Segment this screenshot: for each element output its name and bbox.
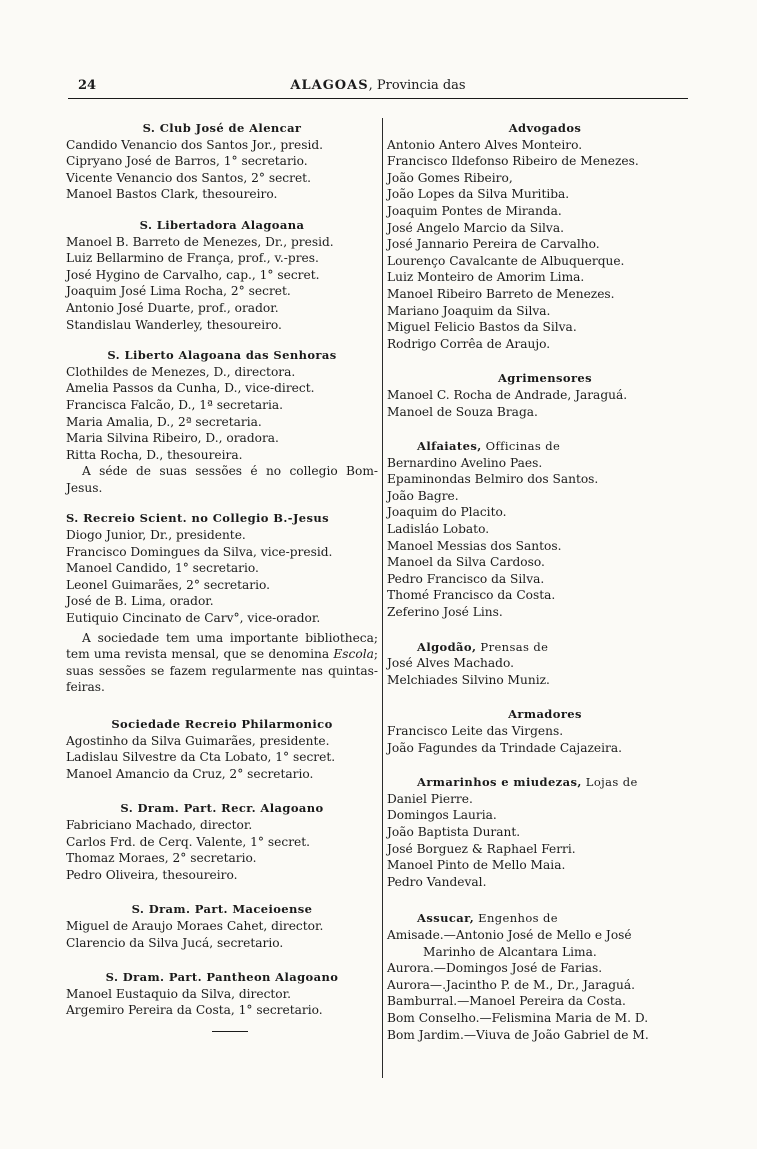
list-item: João Fagundes da Trindade Cajazeira. xyxy=(387,740,622,755)
list-item: Zeferino José Lins. xyxy=(387,605,503,620)
list-item: José Hygino de Carvalho, cap., 1° secret. xyxy=(66,267,320,282)
list-item: José Alves Machado. xyxy=(387,656,514,671)
section-armadores xyxy=(387,706,703,756)
list-item: Miguel de Araujo Moraes Cahet, director. xyxy=(66,918,324,933)
list-item: Joaquim Pontes de Miranda. xyxy=(387,203,562,218)
heading-bold: Algodão, xyxy=(417,639,477,654)
section-agrimensores xyxy=(387,370,703,420)
list-item: Francisco Leite das Virgens. xyxy=(387,724,564,738)
list-item: Francisco Ildefonso Ribeiro de Menezes. xyxy=(387,154,639,169)
list-item: Mariano Joaquim da Silva. xyxy=(387,303,551,318)
list-item: José de B. Lima, orador. xyxy=(66,594,214,609)
list-item: Pedro Oliveira, thesoureiro. xyxy=(66,867,238,882)
list-item: Ladisláo Lobato. xyxy=(387,522,490,537)
list-item: Cipryano José de Barros, 1° secretario. xyxy=(66,154,308,169)
section-heading xyxy=(387,774,703,791)
section-heading: Sociedade Recreio Philarmonico xyxy=(111,717,333,731)
list-item: Fabriciano Machado, director. xyxy=(66,817,253,832)
list-item: Francisca Falcão, D., 1ª secretaria. xyxy=(66,397,284,412)
list-item: Manoel Bastos Clark, thesoureiro. xyxy=(66,187,278,202)
section-recreio-scientifico xyxy=(66,510,378,696)
section-note: A séde de suas sessões é no collegio Bom-Jesus. xyxy=(66,464,378,495)
list-item: João Lopes da Silva Muritiba. xyxy=(387,187,570,202)
section-heading: S. Liberto Alagoana das Senhoras xyxy=(107,348,337,363)
list-item: Standislau Wanderley, thesoureiro. xyxy=(66,317,282,332)
section-heading: S. Libertadora Alagoana xyxy=(139,217,305,232)
list-item: Amelia Passos da Cunha, D., vice-direct. xyxy=(66,381,315,396)
left-column xyxy=(66,120,378,1032)
section-heading xyxy=(387,639,703,656)
section-liberto-senhoras xyxy=(66,347,378,496)
list-item: João Bagre. xyxy=(387,488,459,503)
list-item: Candido Venancio dos Santos Jor., presid. xyxy=(66,137,324,152)
column-divider xyxy=(382,118,383,1078)
list-item: Bom Conselho.—Felismina Maria de M. D. xyxy=(387,1010,649,1025)
page-number: 24 xyxy=(78,78,97,93)
heading-rest: Lojas de xyxy=(581,775,638,790)
list-item: João Gomes Ribeiro, xyxy=(387,170,513,185)
list-item: Melchiades Silvino Muniz. xyxy=(387,672,550,687)
section-heading: S. Dram. Part. Pantheon Alagoano xyxy=(105,970,339,985)
list-item: José Borguez & Raphael Ferri. xyxy=(387,841,576,856)
list-item: Clothildes de Menezes, D., directora. xyxy=(66,364,296,379)
list-item: Pedro Vandeval. xyxy=(387,874,487,889)
list-item: Manoel Messias dos Santos. xyxy=(387,538,562,553)
list-item: Agostinho da Silva Guimarães, presidente. xyxy=(66,733,330,748)
list-item: Lourenço Cavalcante de Albuquerque. xyxy=(387,253,625,268)
section-heading xyxy=(387,910,703,927)
list-item: Ritta Rocha, D., thesoureira. xyxy=(66,447,243,462)
list-item: Rodrigo Corrêa de Araujo. xyxy=(387,336,551,351)
list-item: Luiz Monteiro de Amorim Lima. xyxy=(387,270,585,285)
list-item: Bernardino Avelino Paes. xyxy=(387,455,543,470)
list-item: Pedro Francisco da Silva. xyxy=(387,571,545,586)
list-item: Manoel Amancio da Cruz, 2° secretario. xyxy=(66,766,314,781)
list-item: Thomaz Moraes, 2° secretario. xyxy=(66,851,257,866)
end-rule xyxy=(212,1031,248,1032)
list-item: José Jannario Pereira de Carvalho. xyxy=(387,237,600,252)
note-text: A sociedade tem uma importante bibliotheca; tem uma revista mensal, que se denomina xyxy=(66,630,378,662)
list-item: Leonel Guimarães, 2° secretario. xyxy=(66,577,271,592)
list-item: Manoel Ribeiro Barreto de Menezes. xyxy=(387,286,615,301)
list-item: Argemiro Pereira da Costa, 1° secretario. xyxy=(66,1003,323,1018)
section-armarinhos xyxy=(387,774,703,890)
list-item: Francisco Domingues da Silva, vice-presid. xyxy=(66,544,333,559)
list-item: Antonio Antero Alves Monteiro. xyxy=(387,137,583,152)
section-heading: Agrimensores xyxy=(497,371,593,386)
list-item-continuation: Marinho de Alcantara Lima. xyxy=(423,944,597,959)
section-advogados xyxy=(387,120,703,352)
list-item: Epaminondas Belmiro dos Santos. xyxy=(387,472,599,487)
list-item: Maria Silvina Ribeiro, D., oradora. xyxy=(66,431,279,446)
section-recreio-philarmonico xyxy=(66,716,378,782)
section-algodao xyxy=(387,639,703,689)
section-heading: S. Club José de Alencar xyxy=(142,121,302,135)
list-item: José Angelo Marcio da Silva. xyxy=(387,220,564,235)
section-dram-recr-alagoano xyxy=(66,800,378,883)
list-item: Daniel Pierre. xyxy=(387,791,473,806)
section-pantheon-alagoano xyxy=(66,969,378,1032)
right-column xyxy=(387,120,703,1043)
heading-bold: Assucar, xyxy=(417,911,475,926)
section-heading: S. Recreio Scient. no Collegio B.-Jesus xyxy=(66,511,330,526)
list-item: Luiz Bellarmino de França, prof., v.-pres. xyxy=(66,251,319,266)
list-item: Diogo Junior, Dr., presidente. xyxy=(66,528,246,543)
section-note xyxy=(66,630,378,696)
list-item: Manoel Eustaquio da Silva, director. xyxy=(66,986,291,1001)
list-item: Joaquim do Placito. xyxy=(387,505,507,520)
list-item: Vicente Venancio dos Santos, 2° secret. xyxy=(66,170,311,185)
list-item: Eutiquio Cincinato de Carv°, vice-orador. xyxy=(66,611,321,626)
section-dram-maceioense xyxy=(66,901,378,951)
section-assucar xyxy=(387,910,703,1043)
section-heading xyxy=(387,438,703,455)
list-item: Ladislau Silvestre da Cta Lobato, 1° secret. xyxy=(66,750,336,765)
list-item: Maria Amalia, D., 2ª secretaria. xyxy=(66,414,262,429)
page-header xyxy=(68,76,688,99)
running-title-rest: , Provincia das xyxy=(368,78,466,93)
list-item: Manoel B. Barreto de Menezes, Dr., presid. xyxy=(66,234,334,249)
section-heading: Advogados xyxy=(508,121,582,135)
list-item: Manoel Candido, 1° secretario. xyxy=(66,561,259,576)
section-heading: S. Dram. Part. Recr. Alagoano xyxy=(120,801,324,816)
list-item: Joaquim José Lima Rocha, 2° secret. xyxy=(66,284,291,299)
list-item: Carlos Frd. de Cerq. Valente, 1° secret. xyxy=(66,834,311,849)
note-text-end: ; suas sessões se fazem regularmente nas quintas-feiras. xyxy=(66,647,378,695)
heading-bold: Alfaiates, xyxy=(417,439,482,454)
heading-rest: Officinas de xyxy=(481,439,561,454)
list-item: Clarencio da Silva Jucá, secretario. xyxy=(66,935,284,950)
list-item: Antonio José Duarte, prof., orador. xyxy=(66,300,279,315)
section-libertadora-alagoana xyxy=(66,217,378,333)
note-journal-name: Escola xyxy=(333,647,374,662)
list-item: Thomé Francisco da Costa. xyxy=(387,588,556,603)
heading-bold: Armarinhos e miudezas, xyxy=(417,775,582,790)
list-item: Manoel da Silva Cardoso. xyxy=(387,555,545,570)
list-item: Amisade.—Antonio José de Mello e José xyxy=(387,927,632,942)
section-heading: S. Dram. Part. Maceioense xyxy=(131,902,313,917)
list-item: Bom Jardim.—Viuva de João Gabriel de M. xyxy=(387,1027,649,1042)
heading-rest: Engenhos de xyxy=(474,911,559,926)
list-item: Manoel de Souza Braga. xyxy=(387,404,538,419)
list-item: Aurora.—Domingos José de Farias. xyxy=(387,961,603,976)
heading-rest: Prensas de xyxy=(476,639,549,654)
section-heading: Armadores xyxy=(508,707,582,722)
list-item: Aurora—.Jacintho P. de M., Dr., Jaraguá. xyxy=(387,977,636,992)
list-item: João Baptista Durant. xyxy=(387,824,521,839)
list-item: Domingos Lauria. xyxy=(387,808,497,823)
list-item: Manoel Pinto de Mello Maia. xyxy=(387,858,566,873)
list-item: Bamburral.—Manoel Pereira da Costa. xyxy=(387,994,626,1009)
section-alfaiates xyxy=(387,438,703,621)
list-item: Miguel Felicio Bastos da Silva. xyxy=(387,320,577,335)
running-title-main: ALAGOAS xyxy=(290,78,369,93)
section-club-jose-alencar xyxy=(66,120,378,203)
list-item: Manoel C. Rocha de Andrade, Jaraguá. xyxy=(387,387,628,402)
running-title xyxy=(68,78,688,93)
